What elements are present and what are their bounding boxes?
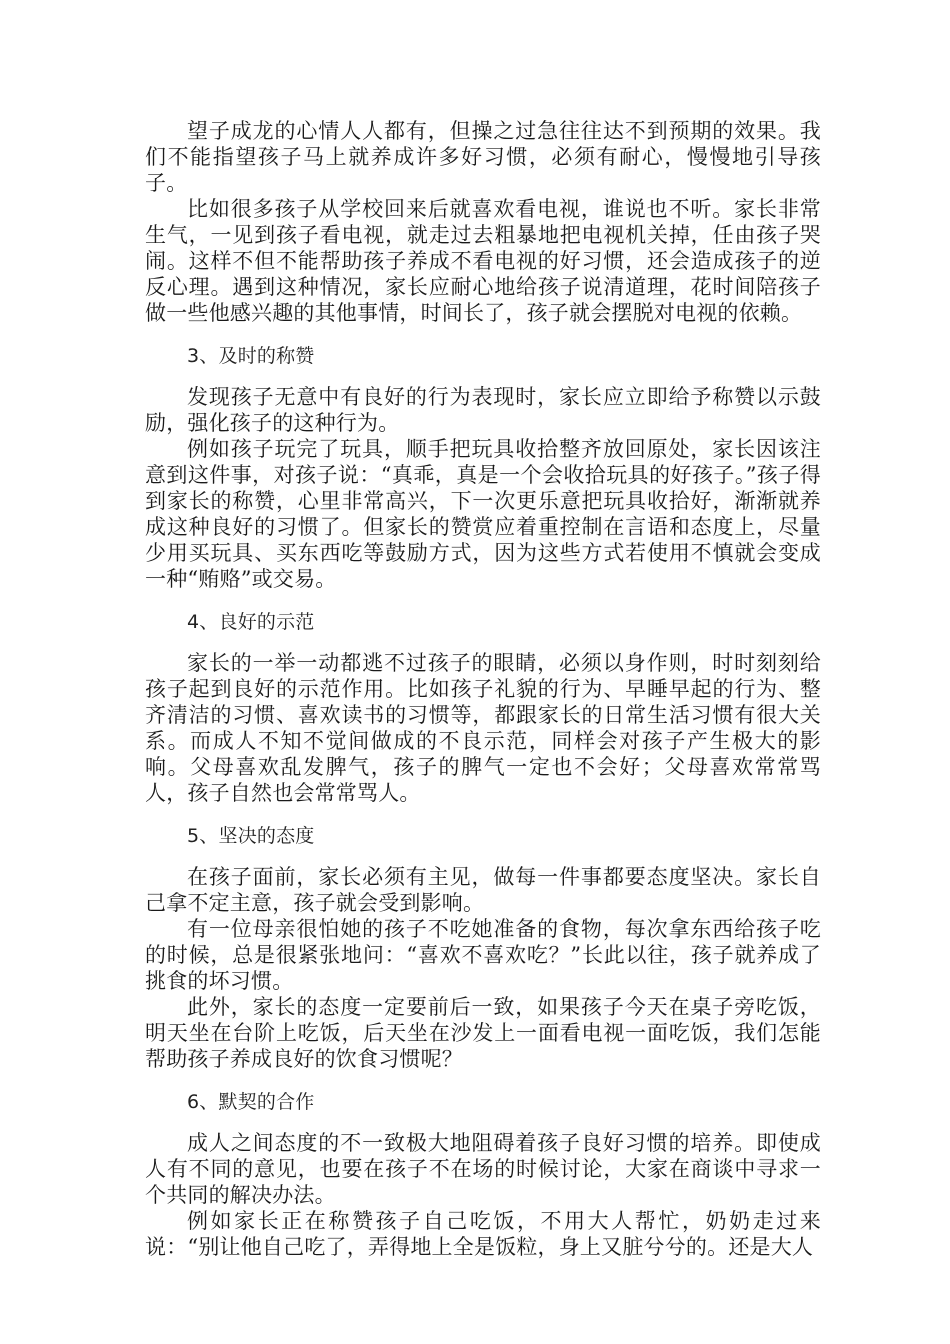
paragraph: 例如孩子玩完了玩具，顺手把玩具收拾整齐放回原处，家长因该注意到这件事，对孩子说：“真乖，真是一个会收拾玩具的好孩子。”孩子得到家长的称赞，心里非常高兴，下一次更乐意把玩具收拾好，渐渐就养成这种良好的习惯了。但家长的赞赏应着重控制在言语和态度上，尽量少用买玩具、买东西吃等鼓励方式，因为这些方式若使用不慎就会变成一种“贿赂”或交易。 <box>145 437 821 591</box>
document-page <box>145 118 821 1260</box>
paragraph: 比如很多孩子从学校回来后就喜欢看电视，谁说也不听。家长非常生气，一见到孩子看电视，就走过去粗暴地把电视机关掉，任由孩子哭闹。这样不但不能帮助孩子养成不看电视的好习惯，还会造成孩子的逆反心理。遇到这种情况，家长应耐心地给孩子说清道理，花时间陪孩子做一些他感兴趣的其他事情，时间长了，孩子就会摆脱对电视的依赖。 <box>145 197 821 325</box>
paragraph: 在孩子面前，家长必须有主见，做每一件事都要态度坚决。家长自己拿不定主意，孩子就会受到影响。 <box>145 865 821 915</box>
paragraph: 此外，家长的态度一定要前后一致，如果孩子今天在桌子旁吃饭，明天坐在台阶上吃饭，后天坐在沙发上一面看电视一面吃饭，我们怎能帮助孩子养成良好的饮食习惯呢？ <box>145 995 821 1071</box>
paragraph: 发现孩子无意中有良好的行为表现时，家长应立即给予称赞以示鼓励，强化孩子的这种行为。 <box>145 385 821 435</box>
section-heading: 4、良好的示范 <box>187 611 315 633</box>
paragraph: 有一位母亲很怕她的孩子不吃她准备的食物，每次拿东西给孩子吃的时候，总是很紧张地问：“喜欢不喜欢吃？”长此以往，孩子就养成了挑食的坏习惯。 <box>145 917 821 993</box>
paragraph: 望子成龙的心情人人都有，但操之过急往往达不到预期的效果。我们不能指望孩子马上就养成许多好习惯，必须有耐心，慢慢地引导孩子。 <box>145 119 821 195</box>
section-tacit-cooperation <box>145 1089 821 1260</box>
paragraph: 家长的一举一动都逃不过孩子的眼睛，必须以身作则，时时刻刻给孩子起到良好的示范作用。比如孩子礼貌的行为、早睡早起的行为、整齐清洁的习惯、喜欢读书的习惯等，都跟家长的日常生活习惯有很大关系。而成人不知不觉间做成的不良示范，同样会对孩子产生极大的影响。父母喜欢乱发脾气，孩子的脾气一定也不会好；父母喜欢常常骂人，孩子自然也会常常骂人。 <box>145 651 821 805</box>
section-good-example <box>145 609 821 806</box>
section-heading: 3、及时的称赞 <box>187 345 315 367</box>
section-intro <box>145 118 821 326</box>
section-heading: 6、默契的合作 <box>187 1091 315 1113</box>
section-firm-attitude <box>145 823 821 1072</box>
paragraph: 例如家长正在称赞孩子自己吃饭，不用大人帮忙，奶奶走过来说：“别让他自己吃了，弄得地上全是饭粒，身上又脏兮兮的。还是大人 <box>145 1209 821 1259</box>
paragraph: 成人之间态度的不一致极大地阻碍着孩子良好习惯的培养。即使成人有不同的意见，也要在孩子不在场的时候讨论，大家在商谈中寻求一个共同的解决办法。 <box>145 1131 821 1207</box>
section-timely-praise <box>145 343 821 592</box>
section-heading: 5、坚决的态度 <box>187 825 315 847</box>
